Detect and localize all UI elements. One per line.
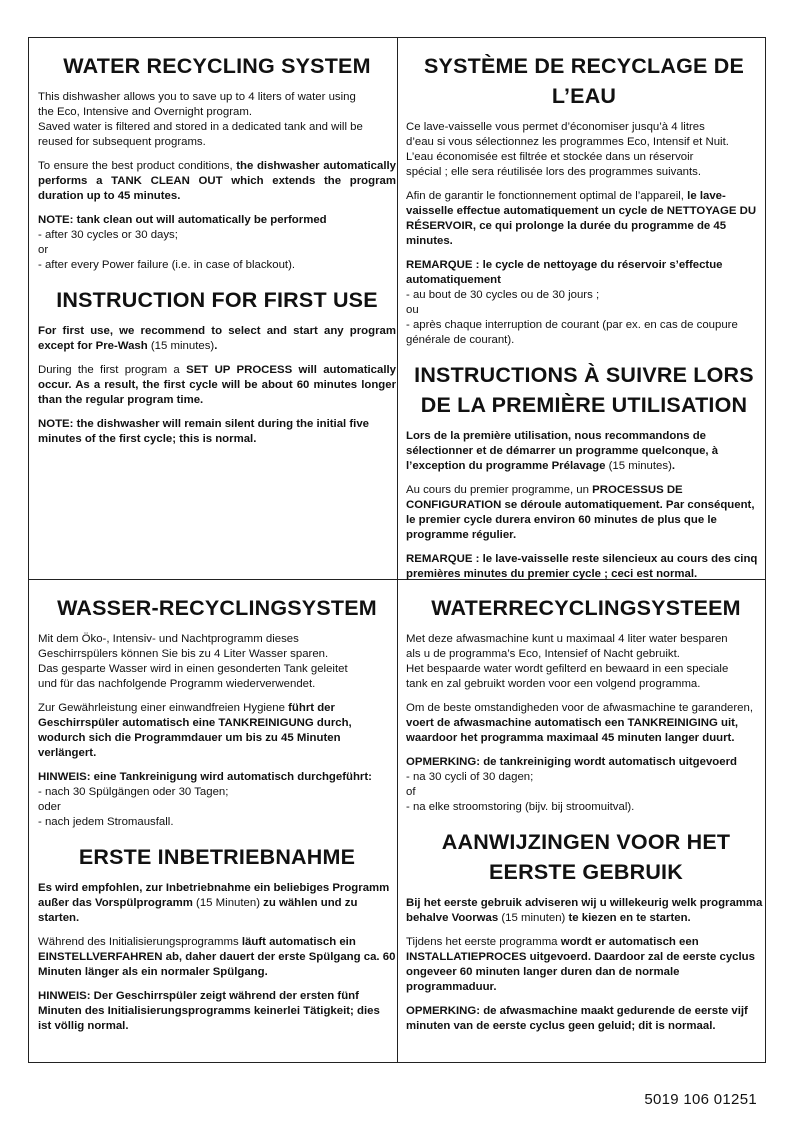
document-code: 5019 106 01251: [644, 1091, 757, 1108]
first-use-note: HINWEIS: Der Geschirrspüler zeigt während der ersten fünf Minuten des Initialisierungsprogramms keinerlei Tätigkeit; dies ist völlig normal.: [38, 990, 380, 1032]
vertical-divider: [397, 37, 398, 1063]
section-french: [406, 51, 762, 591]
first-use-note: OPMERKING: de afwasmachine maakt gedurende de eerste vijf minuten van de eerste cyclus geen geluid; dit is normaal.: [406, 1005, 748, 1032]
water-recycling-title: WATERRECYCLINGSYSTEEM: [431, 596, 741, 620]
setup-process-paragraph: Au cours du premier programme, un PROCESSUS DE CONFIGURATION se déroule automatiquement. Par conséquent, le premier cycle durera environ 60 minutes de plus que le programme régulier.: [406, 484, 755, 541]
water-recycling-intro: Met deze afwasmachine kunt u maximaal 4 liter water besparen als u de programma’s Eco, Intensief of Nacht gebruikt. Het bespaarde water wordt gefilterd en bewaard in een speciale tank en zal gebruikt worden voor een volgend programma.: [406, 633, 729, 690]
tank-clean-paragraph: Om de beste omstandigheden voor de afwasmachine te garanderen, voert de afwasmachine automatisch een TANKREINIGING uit, waardoor het programma maximaal 45 minuten langer duurt.: [406, 702, 753, 744]
first-use-title: INSTRUCTIONS À SUIVRE LORS DE LA PREMIÈRE UTILISATION: [414, 363, 754, 417]
setup-process-paragraph: Während des Initialisierungsprogramms läuft automatisch ein EINSTELLVERFAHREN ab, daher dauert der erste Spülgang ca. 60 Minuten länger als ein normaler Spülgang.: [38, 936, 396, 978]
section-dutch: [406, 593, 766, 1043]
setup-process-paragraph: During the first program a SET UP PROCESS will automatically occur. As a result, the first cycle will be about 60 minutes longer than the regular program time.: [38, 364, 396, 406]
tank-clean-note: NOTE: tank clean out will automatically be performed - after 30 cycles or 30 days; or - after every Power failure (i.e. in case of blackout).: [38, 214, 327, 271]
tank-clean-note: OPMERKING: de tankreiniging wordt automatisch uitgevoerd - na 30 cycli of 30 dagen; of - na elke stroomstoring (bijv. bij stroomuitval).: [406, 756, 737, 813]
water-recycling-title: SYSTÈME DE RECYCLAGE DE L’EAU: [424, 54, 744, 108]
water-recycling-intro: Mit dem Öko-, Intensiv- und Nachtprogramm dieses Geschirrspülers können Sie bis zu 4 Liter Wasser sparen. Das gesparte Wasser wird in einen gesonderten Tank geleitet und für das nachfolgende Programm wiederverwendet.: [38, 633, 348, 690]
water-recycling-intro: This dishwasher allows you to save up to 4 liters of water using the Eco, Intensive and Overnight program. Saved water is filtered and stored in a dedicated tank and will be reused for subsequent programs.: [38, 91, 363, 148]
first-use-paragraph: For first use, we recommend to select and start any program except for Pre-Wash (15 minutes).: [38, 325, 396, 352]
water-recycling-intro: Ce lave-vaisselle vous permet d’économiser jusqu’à 4 litres d’eau si vous sélectionnez les programmes Eco, Intensif et Nuit. L’eau économisée est filtrée et stockée dans un réservoir spécial ; elle sera réutilisée lors des programmes suivants.: [406, 121, 729, 178]
first-use-note: NOTE: the dishwasher will remain silent during the initial five minutes of the first cycle; this is normal.: [38, 418, 370, 445]
first-use-paragraph: Bij het eerste gebruik adviseren wij u willekeurig welk programma behalve Voorwas (15 minuten) te kiezen en te starten.: [406, 897, 763, 924]
setup-process-paragraph: Tijdens het eerste programma wordt er automatisch een INSTALLATIEPROCES uitgevoerd. Daardoor zal de eerste cyclus ongeveer 60 minuten langer duren dan de normale programmaduur.: [406, 936, 755, 993]
first-use-paragraph: Lors de la première utilisation, nous recommandons de sélectionner et de démarrer un programme quelconque, à l’exception du programme Prélavage (15 minutes).: [406, 430, 719, 472]
first-use-title: AANWIJZINGEN VOOR HET EERSTE GEBRUIK: [441, 830, 731, 884]
first-use-title: INSTRUCTION FOR FIRST USE: [56, 288, 378, 312]
water-recycling-title: WASSER-RECYCLINGSYSTEM: [57, 596, 377, 620]
first-use-paragraph: Es wird empfohlen, zur Inbetriebnahme ein beliebiges Programm außer das Vorspülprogramm (15 Minuten) zu wählen und zu starten.: [38, 882, 390, 924]
section-english: [38, 51, 396, 456]
section-german: [38, 593, 396, 1043]
tank-clean-note: HINWEIS: eine Tankreinigung wird automatisch durchgeführt: - nach 30 Spülgängen oder 30 Tagen; oder - nach jedem Stromausfall.: [38, 771, 372, 828]
tank-clean-paragraph: Zur Gewährleistung einer einwandfreien Hygiene führt der Geschirrspüler automatisch eine TANKREINIGUNG durch, wodurch sich die Programmdauer um bis zu 45 Minuten verlängert.: [38, 702, 352, 759]
first-use-title: ERSTE INBETRIEBNAHME: [78, 845, 356, 869]
first-use-note: REMARQUE : le lave-vaisselle reste silencieux au cours des cinq premières minutes du premier cycle ; ceci est normal.: [406, 553, 758, 580]
tank-clean-paragraph: Afin de garantir le fonctionnement optimal de l’appareil, le lave-vaisselle effectue automatiquement un cycle de NETTOYAGE DU RÉSERVOIR, ce qui prolonge la durée du programme de 45 minutes.: [406, 190, 757, 247]
water-recycling-title: WATER RECYCLING SYSTEM: [63, 54, 371, 78]
tank-clean-note: REMARQUE : le cycle de nettoyage du réservoir s’effectue automatiquement - au bout de 30 cycles ou de 30 jours ; ou - après chaque interruption de courant (par ex. en cas de coupure générale de courant).: [406, 259, 738, 346]
tank-clean-paragraph: To ensure the best product conditions, the dishwasher automatically performs a TANK CLEAN OUT which extends the program duration up to 45 minutes.: [38, 160, 396, 202]
